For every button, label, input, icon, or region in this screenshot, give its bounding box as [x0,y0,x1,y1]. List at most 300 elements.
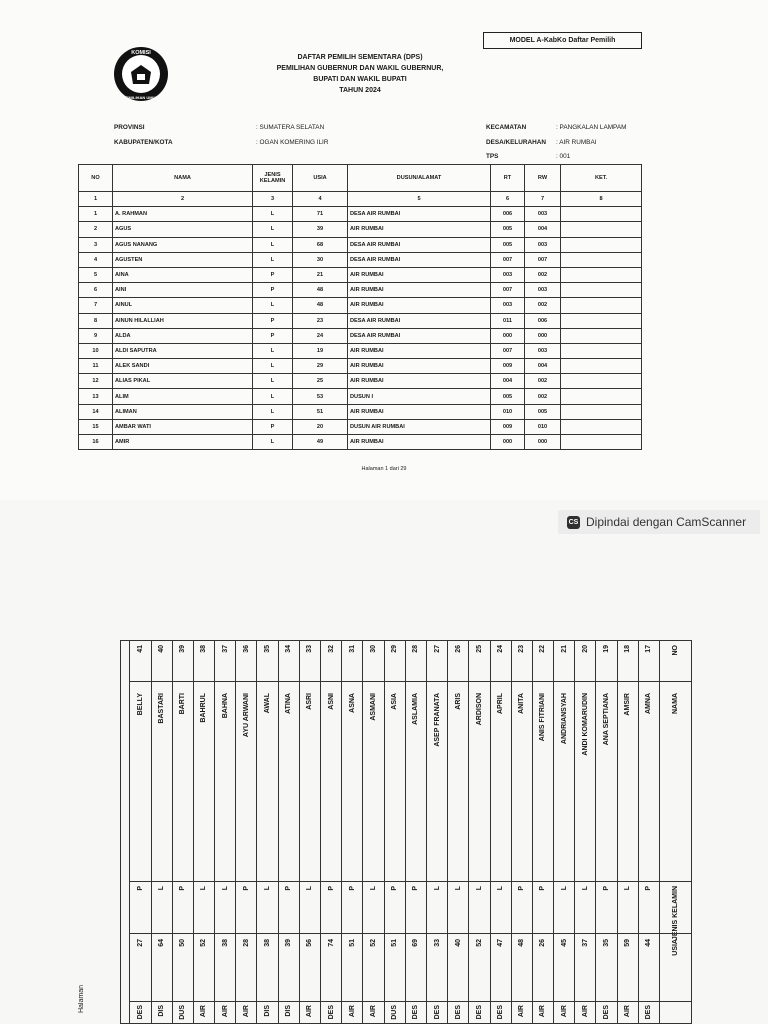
cell-usia: 30 [293,252,348,267]
cell-usia: 35 [603,939,611,947]
table-row [79,298,642,313]
cell-nama: AMSIR [624,693,632,716]
cell-alamat: AIR [581,1005,589,1018]
cell-jenis-kelamin: L [581,886,589,891]
cell-alamat: DES [475,1005,483,1020]
table-header-row [79,165,642,192]
cell-alamat: DESA AIR RUMBAI [348,328,491,343]
cell-usia: 40 [454,939,462,947]
cell-ket [561,283,642,298]
cell-alamat: AIR [518,1005,526,1018]
cell-ket [561,328,642,343]
cell-rw: 004 [525,222,561,237]
rotated-header-column [659,641,691,1023]
meta-label-kabupaten: KABUPATEN/KOTA [114,139,173,146]
cell-jenis-kelamin: P [412,886,420,891]
cell-ket [561,343,642,358]
cell-usia: 48 [293,283,348,298]
table-row [79,343,642,358]
cell-nama: ARDISON [475,693,483,726]
cell-jenis-kelamin: P [285,886,293,891]
cell-alamat: DES [412,1005,420,1020]
cell-alamat: DES [497,1005,505,1020]
cell-nama: ALIAS PIKAL [113,374,253,389]
cell-jenis-kelamin: L [253,222,293,237]
cell-usia: 23 [293,313,348,328]
cell-ket [561,298,642,313]
cell-usia: 21 [293,267,348,282]
cell-nama: ALEK SANDI [113,359,253,374]
kpu-logo-icon [113,46,169,102]
cell-alamat: DIS [158,1005,166,1017]
rotated-table-row [447,641,468,1023]
cell-ket [561,374,642,389]
header-jenis-kelamin: JENIS KELAMIN [253,165,293,192]
cell-rw: 004 [525,359,561,374]
cell-nama: ANIS FITRIANI [539,693,547,742]
header-no: NO [79,165,113,192]
cell-no: 15 [79,419,113,434]
cell-jenis-kelamin: P [327,886,335,891]
cell-no: 2 [79,222,113,237]
cell-no: 35 [264,645,272,653]
table-row [79,237,642,252]
rotated-table-row [235,641,256,1023]
header-alamat: DUSUN/ALAMAT [348,165,491,192]
cell-nama: AINUL [113,298,253,313]
cell-jenis-kelamin: P [242,886,250,891]
cell-nama: ASNI [327,693,335,710]
cell-alamat: DUS [391,1005,399,1020]
cell-jenis-kelamin: P [253,313,293,328]
cell-usia: 28 [242,939,250,947]
table-row [79,267,642,282]
cell-jenis-kelamin: L [369,886,377,891]
cell-alamat: AIR [242,1005,250,1018]
cell-jenis-kelamin: P [391,886,399,891]
cell-alamat: AIR [221,1005,229,1018]
cell-ket [561,419,642,434]
cell-rw: 003 [525,343,561,358]
cell-jenis-kelamin: L [253,404,293,419]
cell-alamat: DUSUN AIR RUMBAI [348,419,491,434]
cell-usia: 56 [306,939,314,947]
cell-ket [561,313,642,328]
cell-ket [561,404,642,419]
cell-no: 25 [475,645,483,653]
meta-label-provinsi: PROVINSI [114,124,145,131]
table-row [79,313,642,328]
cell-jenis-kelamin: L [624,886,632,891]
title-line: BUPATI DAN WAKIL BUPATI [313,76,407,83]
cell-rt: 011 [491,313,525,328]
cell-nama: AWAL [264,693,272,714]
rotated-table-row [490,641,511,1023]
cell-jenis-kelamin: L [454,886,462,891]
cell-no: 40 [158,645,166,653]
cell-ket [561,389,642,404]
cell-usia: 38 [264,939,272,947]
cell-nama: AINI [113,283,253,298]
cell-rw: 000 [525,435,561,450]
cell-alamat: DES [136,1005,144,1020]
cell-rw: 002 [525,374,561,389]
meta-label-desa: DESA/KELURAHAN [486,139,547,146]
cell-nama: AMIR [113,435,253,450]
page2-side-label: Halaman [78,985,85,1014]
cell-no: 20 [581,645,589,653]
cell-no: NO [672,645,679,656]
cell-no: 4 [79,252,113,267]
cell-no: 41 [136,645,144,653]
table-row [79,252,642,267]
table-row [79,283,642,298]
cell-no: 18 [624,645,632,653]
cell-alamat: DESA AIR RUMBAI [348,207,491,222]
header-rt: RT [491,165,525,192]
cell-jenis-kelamin: L [253,237,293,252]
cell-rw: 010 [525,419,561,434]
cell-usia: 71 [293,207,348,222]
cell-nama: ASNA [348,693,356,713]
rotated-table-row [362,641,383,1023]
cell-no: 10 [79,343,113,358]
cell-no: 36 [242,645,250,653]
cell-no: 13 [79,389,113,404]
cell-no: 24 [497,645,505,653]
cell-alamat: AIR [200,1005,208,1018]
rotated-table-row [638,641,659,1023]
header-usia: USIA [293,165,348,192]
cell-nama: AGUS NANANG [113,237,253,252]
cell-nama: NAMA [672,693,679,714]
cell-usia: 50 [179,939,187,947]
cell-rt: 010 [491,404,525,419]
column-number: 7 [525,192,561,207]
cell-nama: BELLY [136,693,144,716]
cell-nama: APRIL [497,693,505,714]
cell-alamat: AIR [560,1005,568,1018]
table-row [79,404,642,419]
cell-usia: 48 [293,298,348,313]
cell-jenis-kelamin: L [200,886,208,891]
cell-usia: 26 [539,939,547,947]
cell-alamat: AIR RUMBAI [348,283,491,298]
rotated-table-row [532,641,553,1023]
cell-nama: ASRI [306,693,314,710]
cell-alamat: AIR RUMBAI [348,298,491,313]
cell-nama: A. RAHMAN [113,207,253,222]
cell-nama: ARIS [454,693,462,710]
cell-jenis-kelamin: P [253,328,293,343]
cell-no: 17 [645,645,653,653]
cell-usia: 29 [293,359,348,374]
cell-ket [561,435,642,450]
model-label: MODEL A-KabKo Daftar Pemilih [483,32,642,49]
cell-no: 27 [433,645,441,653]
cell-no: 8 [79,313,113,328]
column-number: 5 [348,192,491,207]
rotated-table-row [426,641,447,1023]
cell-nama: ASEP FRANATA [433,693,441,747]
cell-alamat: AIR RUMBAI [348,359,491,374]
cell-no: 32 [327,645,335,653]
meta-value-kabupaten: : OGAN KOMERING ILIR [256,139,329,146]
cell-rt: 006 [491,207,525,222]
cell-no: 16 [79,435,113,450]
cell-rw: 003 [525,283,561,298]
cell-rt: 005 [491,237,525,252]
cell-alamat: DES [454,1005,462,1020]
cell-jenis-kelamin: P [348,886,356,891]
cell-nama: ASMANI [369,693,377,721]
cell-alamat: DES [433,1005,441,1020]
cell-rw: 002 [525,298,561,313]
cell-no: 11 [79,359,113,374]
table-row [79,374,642,389]
document-page-1 [0,0,768,500]
cell-jenis-kelamin: L [253,359,293,374]
cell-nama: AINUN HILALLIAH [113,313,253,328]
cell-nama: BARTI [179,693,187,715]
rotated-table-row [214,641,235,1023]
cell-jenis-kelamin: P [253,283,293,298]
cell-no: 1 [79,207,113,222]
rotated-table-row [129,641,150,1023]
cell-ket [561,359,642,374]
cell-rt: 005 [491,389,525,404]
cell-usia: 45 [560,939,568,947]
rotated-table-grid [120,640,692,1024]
cell-ket [561,267,642,282]
rotated-table-row [341,641,362,1023]
cell-nama: ANA SEPTIANA [603,693,611,746]
cell-alamat: AIR RUMBAI [348,404,491,419]
cell-jenis-kelamin: L [306,886,314,891]
cell-rw: 003 [525,237,561,252]
cell-alamat: AIR RUMBAI [348,435,491,450]
cell-ket [561,207,642,222]
cell-no: 9 [79,328,113,343]
cell-ket [561,252,642,267]
cell-rt: 000 [491,435,525,450]
table-row [79,435,642,450]
document-title [230,52,490,96]
cell-jenis-kelamin: L [253,252,293,267]
cell-nama: ANDRIANSYAH [560,693,568,745]
cell-jenis-kelamin: L [253,298,293,313]
meta-label-tps: TPS [486,153,499,160]
cell-no: 38 [200,645,208,653]
cell-nama: ATINA [285,693,293,714]
rotated-table-row [617,641,638,1023]
cell-rw: 005 [525,404,561,419]
cell-no: 23 [518,645,526,653]
cell-no: 7 [79,298,113,313]
camscanner-badge [558,510,760,534]
cell-jenis-kelamin: L [560,886,568,891]
cell-alamat: DESA AIR RUMBAI [348,313,491,328]
cell-alamat: AIR [624,1005,632,1018]
cell-rt: 004 [491,374,525,389]
cell-rt: 003 [491,298,525,313]
cell-nama: ALDI SAPUTRA [113,343,253,358]
cell-no: 31 [348,645,356,653]
cell-usia: 39 [285,939,293,947]
rotated-table-row [595,641,616,1023]
rotated-table-row [172,641,193,1023]
table-row [79,222,642,237]
cell-no: 12 [79,374,113,389]
cell-alamat: AIR [306,1005,314,1018]
cell-alamat: DUSUN I [348,389,491,404]
cell-nama: ALIM [113,389,253,404]
cell-nama: ALDA [113,328,253,343]
cell-usia: 48 [518,939,526,947]
cell-usia: 44 [645,939,653,947]
meta-value-desa: : AIR RUMBAI [556,139,597,146]
cell-usia: 49 [293,435,348,450]
voter-table [78,164,642,450]
cell-alamat: DESA AIR RUMBAI [348,237,491,252]
logo-text-top: KOMISI [131,50,151,56]
page-footer: Halaman 1 dari 29 [361,466,407,472]
cell-rw: 007 [525,252,561,267]
cell-usia: 68 [293,237,348,252]
cell-jenis-kelamin: L [253,374,293,389]
cell-nama: BAHNA [221,693,229,719]
rotated-table-row [299,641,320,1023]
cell-usia: USIA [672,939,679,956]
rotated-table-row [574,641,595,1023]
cell-rt: 003 [491,267,525,282]
camscanner-label: Dipindai dengan CamScanner [586,515,747,529]
cell-alamat: DIS [285,1005,293,1017]
cell-jenis-kelamin: L [221,886,229,891]
cell-alamat: DES [327,1005,335,1020]
cell-jenis-kelamin: P [518,886,526,891]
column-number: 8 [561,192,642,207]
cell-alamat: AIR RUMBAI [348,343,491,358]
cell-jenis-kelamin: L [433,886,441,891]
cell-no: 28 [412,645,420,653]
cell-ket [561,237,642,252]
cell-alamat: DESA AIR RUMBAI [348,252,491,267]
cell-jenis-kelamin: P [136,886,144,891]
cell-no: 21 [560,645,568,653]
cell-jenis-kelamin: P [179,886,187,891]
column-number: 4 [293,192,348,207]
cell-rt: 007 [491,283,525,298]
cell-usia: 69 [412,939,420,947]
cell-alamat: DES [603,1005,611,1020]
camscanner-icon: CS [567,516,580,529]
cell-nama: BAHRUL [200,693,208,723]
cell-usia: 53 [293,389,348,404]
table-column-number-row [79,192,642,207]
header-ket: KET. [561,165,642,192]
cell-usia: 37 [581,939,589,947]
cell-no: 26 [454,645,462,653]
cell-nama: AYU ARWANI [242,693,250,738]
cell-usia: 52 [369,939,377,947]
cell-jenis-kelamin: L [253,389,293,404]
cell-nama: ASLAMIA [412,693,420,725]
cell-nama: AGUS [113,222,253,237]
cell-usia: 25 [293,374,348,389]
cell-nama: AMNA [645,693,653,714]
rotated-table-row [278,641,299,1023]
cell-no: 14 [79,404,113,419]
table-row [79,389,642,404]
rotated-table-row [320,641,341,1023]
cell-no: 5 [79,267,113,282]
cell-usia: 20 [293,419,348,434]
cell-no: 19 [603,645,611,653]
cell-jenis-kelamin: L [497,886,505,891]
cell-nama: ANITA [518,693,526,714]
cell-usia: 39 [293,222,348,237]
cell-rt: 009 [491,419,525,434]
cell-no: 37 [221,645,229,653]
cell-alamat: DES [645,1005,653,1020]
rotated-table-row [468,641,489,1023]
cell-usia: 74 [327,939,335,947]
cell-usia: 38 [221,939,229,947]
column-number: 2 [113,192,253,207]
rotated-table-row [553,641,574,1023]
cell-jenis-kelamin: P [645,886,653,891]
title-line: PEMILIHAN GUBERNUR DAN WAKIL GUBERNUR, [276,65,444,72]
logo-text-bottom: PEMILIHAN UMUM [123,95,159,100]
cell-ket [561,222,642,237]
cell-jenis-kelamin: L [253,435,293,450]
cell-jenis-kelamin: JENIS KELAMIN [672,886,679,941]
cell-jenis-kelamin: L [253,343,293,358]
table-row [79,328,642,343]
cell-alamat: AIR [369,1005,377,1018]
rotated-voter-table [120,640,692,1024]
cell-rw: 002 [525,267,561,282]
cell-usia: 51 [348,939,356,947]
cell-rw: 003 [525,207,561,222]
cell-rw: 006 [525,313,561,328]
cell-usia: 27 [136,939,144,947]
cell-nama: ALIMAN [113,404,253,419]
table-row [79,207,642,222]
title-line: TAHUN 2024 [339,87,381,94]
cell-no: 39 [179,645,187,653]
cell-alamat: AIR RUMBAI [348,222,491,237]
cell-usia: 33 [433,939,441,947]
rotated-table-row [193,641,214,1023]
cell-rt: 007 [491,252,525,267]
cell-no: 30 [369,645,377,653]
cell-jenis-kelamin: P [539,886,547,891]
cell-no: 3 [79,237,113,252]
cell-usia: 64 [158,939,166,947]
cell-rw: 000 [525,328,561,343]
header-rw: RW [525,165,561,192]
column-number: 3 [253,192,293,207]
meta-value-provinsi: : SUMATERA SELATAN [256,124,325,131]
header-nama: NAMA [113,165,253,192]
cell-nama: AMBAR WATI [113,419,253,434]
rotated-table-row [511,641,532,1023]
cell-usia: 59 [624,939,632,947]
rotated-table-row [384,641,405,1023]
cell-rt: 007 [491,343,525,358]
